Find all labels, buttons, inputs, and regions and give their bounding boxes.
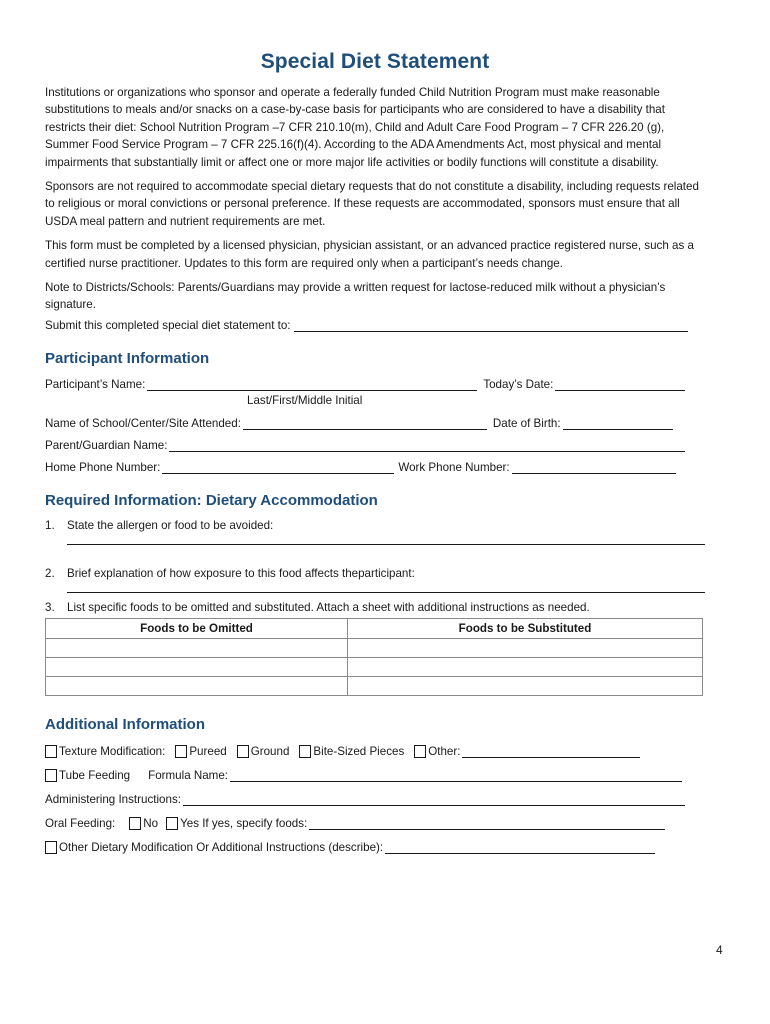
other-checkbox[interactable] <box>414 745 426 758</box>
form-page <box>45 50 705 854</box>
intro-paragraph-1: Institutions or organizations who sponsor and operate a federally funded Child Nutrition Program must make reasonable substitutions to meals and/or snacks on a case-by-case basis for participants who are considered to have a disability that restricts their diet: School Nutrition Program –7 CFR 210.10(m), Child and Adult Care Food Program – 7 CFR 226.20 (g), Summer Food Service Program – 7 CFR 225.16(f)(4). According to the ADA Amendments Act, most physical and mental impairments that substantially limit or affect one or more major life activities or bodily functions will constitute a disability. <box>45 86 665 169</box>
school-field[interactable] <box>243 416 487 430</box>
allergen-field[interactable] <box>67 532 705 545</box>
substituted-cell[interactable] <box>348 657 703 676</box>
exposure-explanation-field[interactable] <box>67 580 705 593</box>
formula-name-field[interactable] <box>230 768 682 782</box>
substituted-cell[interactable] <box>348 638 703 657</box>
table-row <box>46 638 703 657</box>
page-title: Special Diet Statement <box>260 50 490 73</box>
intro-paragraph-4: Note to Districts/Schools: Parents/Guardians may provide a written request for lactose-reduced milk without a physician’s signature. <box>45 281 666 312</box>
foods-table <box>45 618 703 696</box>
oral-yes-checkbox[interactable] <box>166 817 178 830</box>
phone-row <box>45 460 705 474</box>
oral-foods-field[interactable] <box>309 816 665 830</box>
other-dietary-checkbox[interactable] <box>45 841 57 854</box>
foods-substituted-header: Foods to be Substituted <box>348 618 703 638</box>
dob-field[interactable] <box>563 416 673 430</box>
ground-checkbox[interactable] <box>237 745 249 758</box>
dob-label: Date of Birth: <box>492 416 561 430</box>
oral-feeding-row: Oral Feeding: No Yes If yes, specify foods: <box>45 816 705 830</box>
bite-sized-checkbox[interactable] <box>299 745 311 758</box>
submit-to-row <box>45 318 705 332</box>
home-phone-label: Home Phone Number: <box>45 460 161 474</box>
participant-name-row <box>45 377 705 391</box>
name-caption: Last/First/Middle Initial <box>247 393 363 407</box>
tube-feeding-row: Tube Feeding Formula Name: <box>45 768 705 782</box>
additional-heading: Additional Information <box>45 715 205 733</box>
work-phone-label: Work Phone Number: <box>398 460 510 474</box>
table-row <box>46 657 703 676</box>
home-phone-field[interactable] <box>162 460 394 474</box>
omitted-cell[interactable] <box>46 657 348 676</box>
foods-omitted-header: Foods to be Omitted <box>46 618 348 638</box>
other-dietary-field[interactable] <box>385 840 655 854</box>
intro-paragraph-3: This form must be completed by a licensed physician, physician assistant, or an advanced practice registered nurse, such as a certified nurse practitioner. Updates to this form are required only when a participant’s needs change. <box>45 239 694 270</box>
todays-date-field[interactable] <box>555 377 685 391</box>
texture-row: Texture Modification: Pureed Ground Bite-Sized Pieces Other: <box>45 744 705 758</box>
substituted-cell[interactable] <box>348 676 703 695</box>
school-row <box>45 416 705 430</box>
dietary-item-1: 1. State the allergen or food to be avoided: <box>45 518 274 532</box>
dietary-heading: Required Information: Dietary Accommodation <box>45 491 378 509</box>
intro-paragraph-2: Sponsors are not required to accommodate special dietary requests that do not constitute a disability, including requests related to religious or moral convictions or personal preference. If these requests are accommodated, sponsors must ensure that all USDA meal pattern and nutrient requirements are met. <box>45 180 699 228</box>
submit-label: Submit this completed special diet statement to: <box>45 318 291 332</box>
tube-feeding-checkbox[interactable] <box>45 769 57 782</box>
participant-name-field[interactable] <box>147 377 477 391</box>
participant-name-label: Participant’s Name: <box>45 377 146 391</box>
todays-date-label: Today’s Date: <box>483 377 554 391</box>
submit-to-field[interactable] <box>294 318 688 332</box>
dietary-item-2: 2. Brief explanation of how exposure to this food affects theparticipant: <box>45 566 415 580</box>
guardian-label: Parent/Guardian Name: <box>45 438 168 452</box>
omitted-cell[interactable] <box>46 676 348 695</box>
administering-row: Administering Instructions: <box>45 792 705 806</box>
guardian-row <box>45 438 705 452</box>
page-number: 4 <box>716 943 723 957</box>
guardian-field[interactable] <box>169 438 685 452</box>
school-label: Name of School/Center/Site Attended: <box>45 416 241 430</box>
work-phone-field[interactable] <box>512 460 676 474</box>
participant-heading: Participant Information <box>45 349 210 367</box>
other-dietary-row: Other Dietary Modification Or Additional Instructions (describe): <box>45 840 705 854</box>
omitted-cell[interactable] <box>46 638 348 657</box>
administering-field[interactable] <box>183 792 685 806</box>
oral-no-checkbox[interactable] <box>129 817 141 830</box>
dietary-item-3: 3. List specific foods to be omitted and substituted. Attach a sheet with additional instructions as needed. <box>45 600 590 614</box>
texture-checkbox[interactable] <box>45 745 57 758</box>
other-field[interactable] <box>462 744 640 758</box>
table-row <box>46 676 703 695</box>
pureed-checkbox[interactable] <box>175 745 187 758</box>
